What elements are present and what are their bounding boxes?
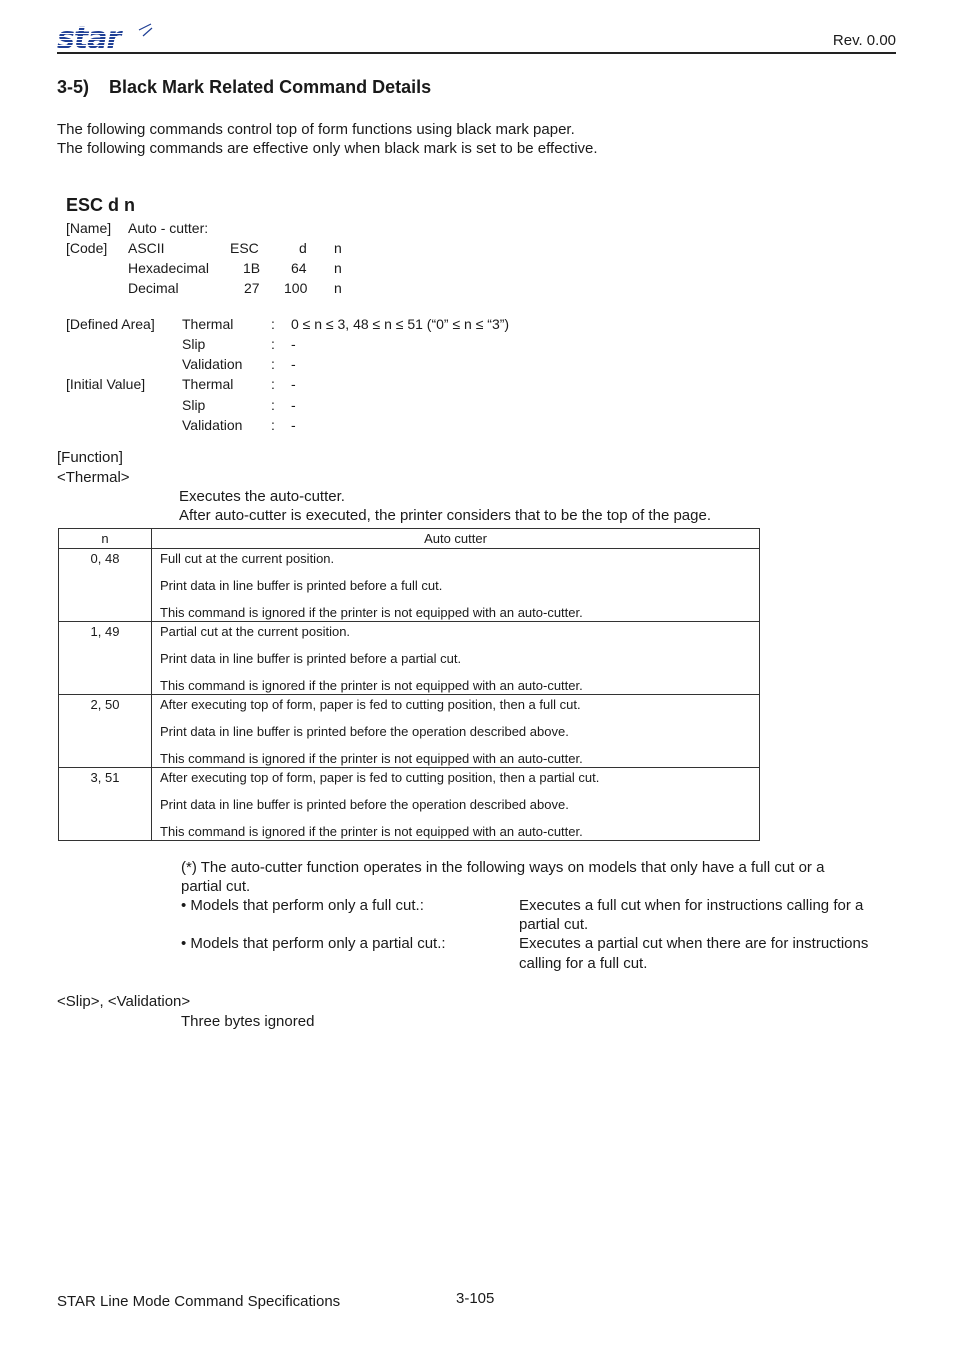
table-row [59,622,760,695]
table-row [59,768,760,841]
code-value: n [334,280,342,296]
table-row [59,549,760,622]
column-header-n: n [59,529,152,549]
auto-cutter-description [152,622,760,695]
code-value: d [299,240,307,256]
defined-value: 0 ≤ n ≤ 3, 48 ≤ n ≤ 51 (“0” ≤ n ≤ “3”) [291,316,510,332]
revision-label: Rev. 0.00 [832,32,896,49]
description-line: Print data in line buffer is printed before the operation described above. [160,724,569,739]
intro-line: The following commands control top of form functions using black mark paper. [57,121,575,138]
code-type: Decimal [128,280,179,296]
n-value: 3, 51 [59,768,152,841]
thermal-description: Executes the auto-cutter. [179,488,345,505]
note-line: (*) The auto-cutter function operates in the following ways on models that only have a full cut or a [181,859,825,876]
description-line: Partial cut at the current position. [160,624,351,639]
table-row [59,695,760,768]
code-value: 100 [284,280,308,296]
code-value: ESC [230,240,259,256]
description-line: This command is ignored if the printer is not equipped with an auto-cutter. [160,678,583,693]
initial-value-label: [Initial Value] [66,376,146,392]
colon: : [271,417,275,433]
note-item-description: Executes a full cut when for instructions calling for a [519,897,864,914]
thermal-description: After auto-cutter is executed, the printer considers that to be the top of the page. [179,507,711,524]
note-item-description: Executes a partial cut when there are for instructions [519,935,869,952]
description-line: This command is ignored if the printer is not equipped with an auto-cutter. [160,751,583,766]
note-item-label: • Models that perform only a partial cut.: [181,935,446,952]
description-line: Print data in line buffer is printed before the operation described above. [160,797,569,812]
defined-value: - [291,356,296,372]
auto-cutter-table [58,528,760,841]
colon: : [271,336,275,352]
footer-title: STAR Line Mode Command Specifications [57,1293,341,1310]
colon: : [271,397,275,413]
description-line: Full cut at the current position. [160,551,335,566]
code-label: [Code] [66,240,108,256]
code-value: n [334,240,342,256]
mode-label: Thermal [182,316,234,332]
note-item-description: partial cut. [519,916,589,933]
function-label: [Function] [57,449,123,466]
auto-cutter-description [152,768,760,841]
auto-cutter-description [152,549,760,622]
initial-value: - [291,397,296,413]
code-value: n [334,260,342,276]
logo-lettering: star [57,22,121,52]
code-type: ASCII [128,240,165,256]
mode-label: Validation [182,417,243,433]
code-value: 64 [291,260,307,276]
command-title: ESC d n [66,195,136,215]
table-header-row [59,529,760,549]
column-header-auto-cutter: Auto cutter [152,529,760,549]
description-line: After executing top of form, paper is fed to cutting position, then a partial cut. [160,770,600,785]
code-value: 27 [244,280,260,296]
note-item-description: calling for a full cut. [519,955,648,972]
slip-validation-label: <Slip>, <Validation> [57,993,191,1010]
star-logo [57,22,153,52]
name-value: Auto - cutter: [128,220,209,236]
note-item-label: • Models that perform only a full cut.: [181,897,424,914]
thermal-label: <Thermal> [57,469,130,486]
mode-label: Slip [182,336,206,352]
code-type: Hexadecimal [128,260,209,276]
mode-label: Thermal [182,376,234,392]
initial-value: - [291,417,296,433]
n-value: 1, 49 [59,622,152,695]
n-value: 2, 50 [59,695,152,768]
section-title: 3-5) Black Mark Related Command Details [57,77,432,97]
description-line: This command is ignored if the printer is not equipped with an auto-cutter. [160,605,583,620]
page-number: 3-105 [456,1290,495,1307]
description-line: This command is ignored if the printer is not equipped with an auto-cutter. [160,824,583,839]
defined-area-label: [Defined Area] [66,316,155,332]
mode-label: Validation [182,356,243,372]
description-line: Print data in line buffer is printed before a full cut. [160,578,443,593]
mode-label: Slip [182,397,206,413]
code-value: 1B [243,260,261,276]
note-line: partial cut. [181,878,251,895]
slip-validation-description: Three bytes ignored [181,1013,315,1030]
description-line: After executing top of form, paper is fed to cutting position, then a full cut. [160,697,581,712]
colon: : [271,356,275,372]
intro-line: The following commands are effective only when black mark is set to be effective. [57,140,598,157]
description-line: Print data in line buffer is printed before a partial cut. [160,651,462,666]
auto-cutter-description [152,695,760,768]
name-label: [Name] [66,220,112,236]
initial-value: - [291,376,296,392]
colon: : [271,376,275,392]
n-value: 0, 48 [59,549,152,622]
defined-value: - [291,336,296,352]
header-rule [57,52,896,54]
colon: : [271,316,275,332]
